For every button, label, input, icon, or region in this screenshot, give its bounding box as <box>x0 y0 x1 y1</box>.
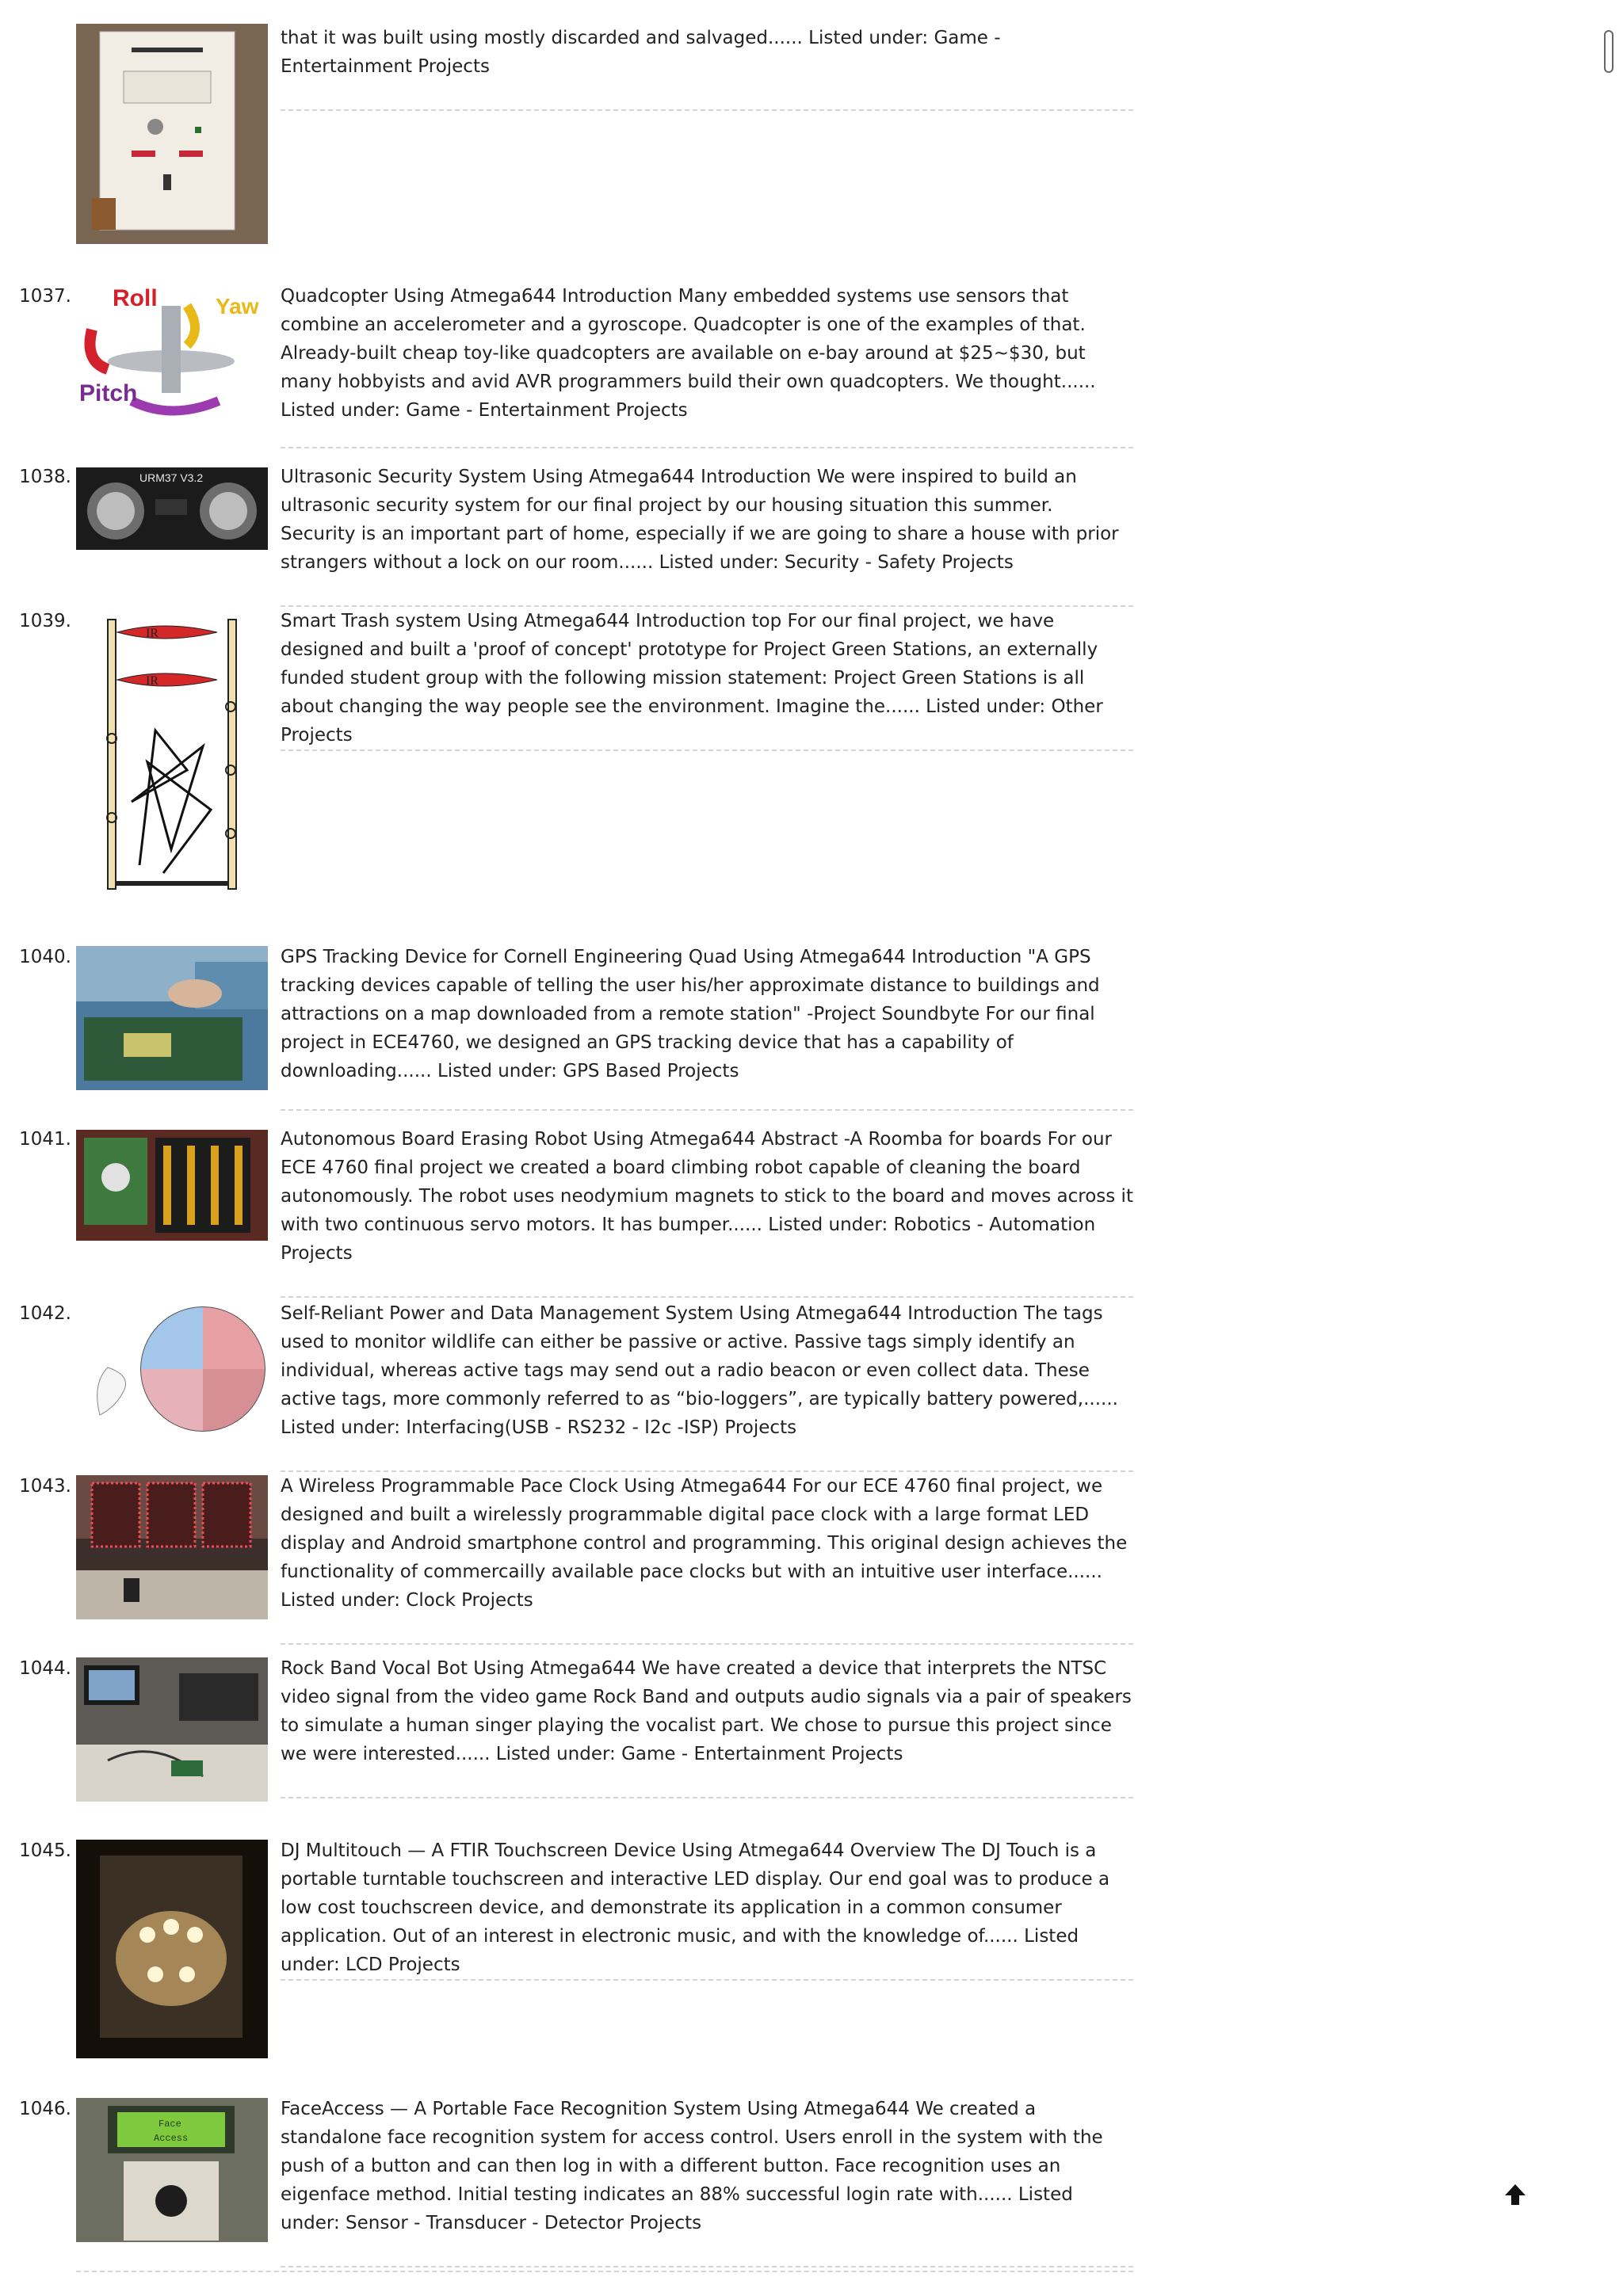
list-item <box>0 1299 1133 1472</box>
back-to-top-button[interactable] <box>1499 2179 1531 2210</box>
list-item <box>0 0 1133 254</box>
project-description[interactable]: A Wireless Programmable Pace Clock Using Atmega644 For our ECE 4760 final project, we designed and built a wirelessly programmable digital pace clock with a large format LED display and Android smartphone control and programming. This original design achieves the functionality of commercailly available pace clocks but with an intuitive user interface...... Listed under: Clock Projects <box>281 1472 1133 1645</box>
project-thumbnail[interactable] <box>76 282 268 425</box>
project-thumbnail[interactable] <box>76 1657 268 1802</box>
project-description[interactable]: Autonomous Board Erasing Robot Using Atmega644 Abstract -A Roomba for boards For our ECE 4760 final project we created a board climbing robot capable of cleaning the board autonomously. The robot uses neodymium magnets to stick to the board and moves across it with two continuous servo motors. It has bumper...... Listed under: Robotics - Automation Projects <box>281 1125 1133 1298</box>
list-item <box>0 1125 1133 1299</box>
project-description[interactable]: Self-Reliant Power and Data Management System Using Atmega644 Introduction The tags used to monitor wildlife can either be passive or active. Passive tags simply identify an individual, whereas active tags may send out a radio beacon or even collect data. These active tags, more commonly referred to as “bio-loggers”, are typically battery powered,...... Listed under: Interfacing(USB - RS232 - I2c -ISP) Projects <box>281 1299 1133 1472</box>
lcd-line-1: Face <box>158 2119 181 2130</box>
project-description[interactable]: Smart Trash system Using Atmega644 Introduction top For our final project, we have designed and built a 'proof of concept' prototype for Project Green Stations, an externally funded student group with the following mission statement: Project Green Stations is all about changing the way people see the environment. Imagine the...... Listed under: Other Projects <box>281 607 1133 751</box>
list-divider <box>76 2271 1133 2272</box>
project-description[interactable]: Quadcopter Using Atmega644 Introduction Many embedded systems use sensors that combine an accelerometer and a gyroscope. Quadcopter is one of the examples of that. Already-built cheap toy-like quadcopters are available on e-bay around at $25~$30, but many hobbyists and avid AVR programmers build their own quadcopters. We thought...... Listed under: Game - Entertainment Projects <box>281 282 1133 448</box>
project-thumbnail[interactable] <box>76 612 268 897</box>
item-number: 1040. <box>19 947 71 967</box>
project-thumbnail[interactable] <box>76 1840 268 2058</box>
project-description[interactable]: Ultrasonic Security System Using Atmega644 Introduction We were inspired to build an ultrasonic security system for our final project by our housing situation this summer. Security is an important part of home, especially if we are going to share a house with prior strangers without a lock on our room...... Listed under: Security - Safety Projects <box>281 463 1133 607</box>
item-number: 1046. <box>19 2099 71 2119</box>
list-item <box>0 1836 1133 2071</box>
project-description[interactable]: GPS Tracking Device for Cornell Engineering Quad Using Atmega644 Introduction "A GPS tracking devices capable of telling the user his/her approximate distance to buildings and attractions on a map downloaded from a remote station" -Project Soundbyte For our final project in ECE4760, we designed an GPS tracking device that has a capability of downloading...... Listed under: GPS Based Projects <box>281 943 1133 1111</box>
project-description[interactable]: Rock Band Vocal Bot Using Atmega644 We have created a device that interprets the NTSC video signal from the video game Rock Band and outputs audio signals via a pair of speakers to simulate a human singer playing the vocalist part. We chose to pursue this project since we were interested...... Listed under: Game - Entertainment Projects <box>281 1654 1133 1798</box>
item-number: 1038. <box>19 467 71 487</box>
project-thumbnail[interactable] <box>76 1304 268 1434</box>
project-thumbnail[interactable] <box>76 2098 268 2242</box>
ir-label-top: IR <box>146 627 158 640</box>
ir-label-bottom: IR <box>146 674 158 688</box>
lcd-line-2: Access <box>154 2133 189 2144</box>
item-number: 1045. <box>19 1840 71 1861</box>
item-number: 1037. <box>19 286 71 307</box>
list-item <box>0 282 1133 448</box>
item-number: 1042. <box>19 1303 71 1324</box>
yaw-label: Yaw <box>216 294 259 318</box>
item-number: 1039. <box>19 611 71 631</box>
list-item <box>0 463 1133 607</box>
sensor-model-label: URM37 V3.2 <box>139 471 204 484</box>
up-arrow-icon <box>1503 2183 1527 2206</box>
roll-label: Roll <box>113 285 158 311</box>
list-item <box>0 2095 1133 2269</box>
list-item <box>0 1472 1133 1646</box>
project-description[interactable]: that it was built using mostly discarded and salvaged...... Listed under: Game - Entertainment Projects <box>281 24 1133 111</box>
list-item <box>0 943 1133 1111</box>
item-number: 1041. <box>19 1129 71 1150</box>
project-description[interactable]: DJ Multitouch — A FTIR Touchscreen Device Using Atmega644 Overview The DJ Touch is a portable turntable touchscreen and interactive LED display. Our end goal was to produce a low cost touchscreen device, and demonstrate its application in a common consumer application. Out of an interest in electronic music, and with the knowledge of...... Listed under: LCD Projects <box>281 1836 1133 1981</box>
list-item <box>0 607 1133 924</box>
project-description[interactable]: FaceAccess — A Portable Face Recognition System Using Atmega644 We created a standalone face recognition system for access control. Users enroll in the system with the push of a button and can then log in with a different button. Face recognition uses an eigenface method. Initial testing indicates an 88% successful login rate with...... Listed under: Sensor - Transducer - Detector Projects <box>281 2095 1133 2267</box>
scrollbar-thumb[interactable] <box>1604 30 1613 73</box>
project-thumbnail[interactable] <box>76 1475 268 1619</box>
project-thumbnail[interactable] <box>76 24 268 244</box>
list-item <box>0 1654 1133 1798</box>
project-thumbnail[interactable] <box>76 467 268 550</box>
pitch-label: Pitch <box>79 380 138 406</box>
project-thumbnail[interactable] <box>76 946 268 1090</box>
item-number: 1043. <box>19 1476 71 1497</box>
item-number: 1044. <box>19 1658 71 1679</box>
project-thumbnail[interactable] <box>76 1130 268 1241</box>
